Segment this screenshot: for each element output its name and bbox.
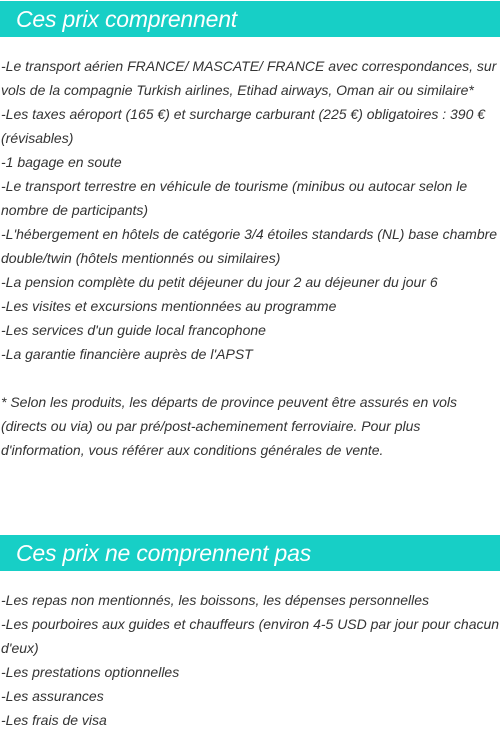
- list-item: -Les taxes aéroport (165 €) et surcharge carburant (225 €) obligatoires : 390 € (révisables): [1, 106, 486, 146]
- list-item: -1 bagage en soute: [1, 154, 122, 170]
- list-item: -L'hébergement en hôtels de catégorie 3/4 étoiles standards (NL) base chambre double/twin (hôtels mentionnés ou similaires): [1, 226, 498, 266]
- excludes-section: [0, 535, 500, 732]
- list-item: -Les frais de visa: [1, 712, 107, 728]
- footnote: * Selon les produits, les départs de province peuvent être assurés en vols (directs ou via) ou par pré/post-acheminement ferroviaire. Pour plus d'information, vous référer aux conditions générales de vente.: [1, 394, 458, 458]
- excludes-list: [1, 588, 500, 732]
- list-item: -Les prestations optionnelles: [1, 664, 180, 680]
- list-item: -Les services d'un guide local francophone: [1, 322, 266, 338]
- list-item: -La pension complète du petit déjeuner du jour 2 au déjeuner du jour 6: [1, 274, 438, 290]
- list-item: -La garantie financière auprès de l'APST: [1, 346, 253, 362]
- excludes-content: [0, 588, 500, 732]
- includes-section: [0, 1, 500, 462]
- includes-content: [0, 54, 500, 462]
- includes-title: Ces prix comprennent: [16, 6, 237, 32]
- excludes-title: Ces prix ne comprennent pas: [16, 540, 312, 566]
- list-item: -Les assurances: [1, 688, 104, 704]
- list-item: -Le transport aérien FRANCE/ MASCATE/ FRANCE avec correspondances, sur vols de la compagnie Turkish airlines, Etihad airways, Oman air ou similaire*: [1, 58, 497, 98]
- list-item: -Le transport terrestre en véhicule de tourisme (minibus ou autocar selon le nombre de participants): [1, 178, 468, 218]
- list-item: -Les repas non mentionnés, les boissons, les dépenses personnelles: [1, 592, 430, 608]
- list-item: -Les visites et excursions mentionnées au programme: [1, 298, 337, 314]
- includes-header-bar: [0, 1, 500, 37]
- includes-list: [1, 54, 500, 366]
- excludes-header-bar: [0, 535, 500, 571]
- list-item: -Les pourboires aux guides et chauffeurs (environ 4-5 USD par jour pour chacun d'eux): [1, 616, 500, 656]
